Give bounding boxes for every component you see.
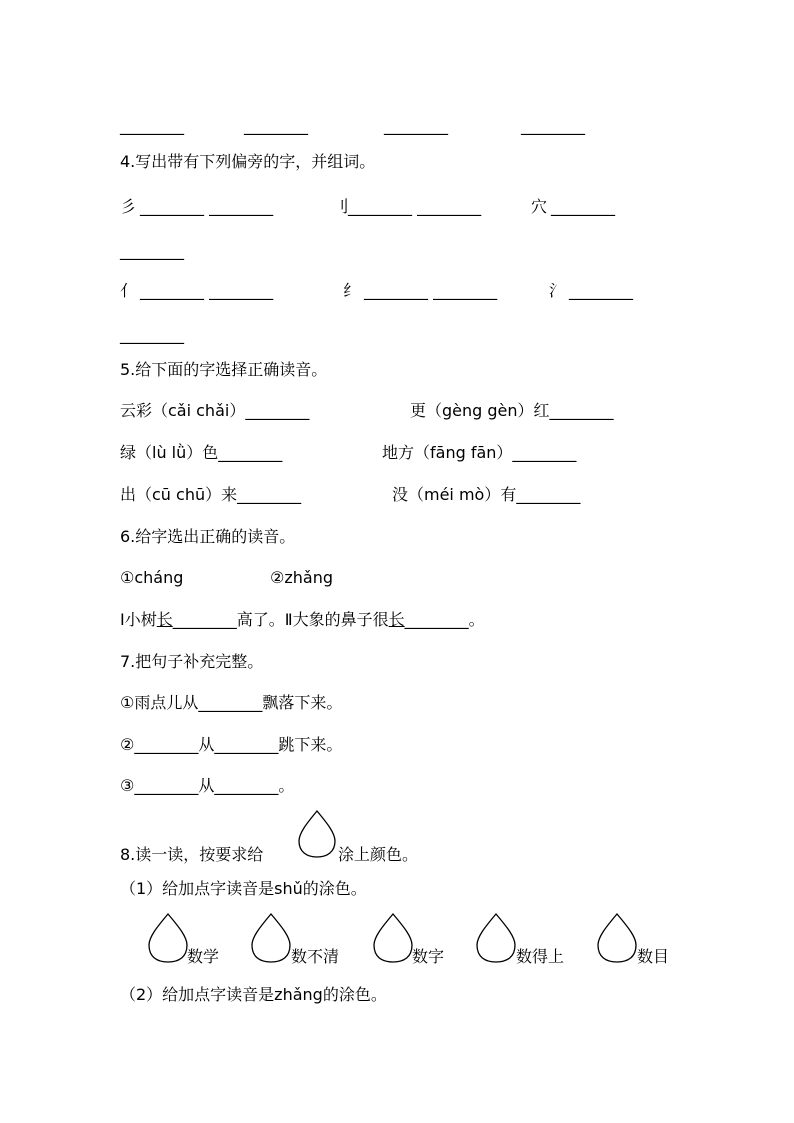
q4-blanks-shui[interactable]: ________ [569, 281, 633, 300]
q6-title: 6.给字选出正确的读音。 [120, 527, 296, 546]
q4-blanks-shan[interactable]: ________ ________ [140, 197, 274, 216]
top-blank-4[interactable]: ________ [521, 116, 585, 135]
q5-item-meiyou[interactable]: 没（méi mò）有________ [392, 485, 581, 504]
q8-title-after: 涂上颜色。 [338, 845, 419, 864]
q6-underlined-chang-1: 长 [156, 610, 173, 629]
q4-row1-continuation-blank[interactable]: ________ [120, 241, 184, 260]
q6-option-chang: ①cháng [120, 568, 184, 587]
q5-item-chulai[interactable]: 出（cū chū）来________ [120, 485, 302, 504]
q4-title: 4.写出带有下列偏旁的字，并组词。 [120, 152, 376, 171]
q4-radical-xue: 穴 [531, 197, 548, 216]
q6-blank-1[interactable]: ________ [172, 610, 237, 629]
q6-blank-2[interactable]: ________ [404, 610, 469, 629]
q8-part2: （2）给加点字读音是zhǎng的涂色。 [120, 985, 387, 1004]
q4-radical-shui: 氵 [549, 281, 566, 300]
q4-radical-si: 纟 [343, 281, 360, 300]
q8-word-5: 数目 [637, 947, 670, 966]
q8-word-1: 数学 [187, 947, 220, 966]
q4-row2-continuation-blank[interactable]: ________ [120, 325, 184, 344]
q6-sentence-end: 。 [468, 610, 485, 629]
raindrop-icon-shumu[interactable] [596, 912, 638, 964]
q6-sentence-part2: 高了。Ⅱ大象的鼻子很 [236, 610, 389, 629]
q4-blanks-dao[interactable]: ________ ________ [348, 197, 482, 216]
q5-item-genghong[interactable]: 更（gèng gèn）红________ [410, 401, 614, 420]
q7-sentence-3[interactable]: ③________从________。 [120, 776, 295, 795]
q8-part1: （1）给加点字读音是shǔ的涂色。 [120, 879, 367, 898]
q6-underlined-chang-2: 长 [388, 610, 405, 629]
raindrop-icon-shudeshang[interactable] [475, 912, 517, 964]
q5-item-difang[interactable]: 地方（fāng fān）________ [382, 443, 577, 462]
raindrop-icon-shuzi[interactable] [372, 912, 414, 964]
q7-sentence-2[interactable]: ②________从________跳下来。 [120, 735, 343, 754]
q8-word-3: 数字 [412, 947, 445, 966]
raindrop-icon-shubuqing[interactable] [250, 912, 292, 964]
top-blank-1[interactable]: ________ [120, 116, 184, 135]
q4-radical-dao: 刂 [333, 197, 350, 216]
q5-title: 5.给下面的字选择正确读音。 [120, 360, 328, 379]
top-blank-3[interactable]: ________ [384, 116, 448, 135]
q4-radical-ren: 亻 [120, 281, 137, 300]
q6-option-zhang: ②zhǎng [270, 568, 333, 587]
q5-item-lvse[interactable]: 绿（lù lǜ）色________ [120, 443, 283, 462]
q4-blanks-si[interactable]: ________ ________ [364, 281, 498, 300]
q8-word-2: 数不清 [291, 947, 340, 966]
q6-sentence-part1: Ⅰ小树 [120, 610, 157, 629]
q5-item-yuncai[interactable]: 云彩（cǎi chǎi）________ [120, 401, 310, 420]
q4-blanks-ren[interactable]: ________ ________ [140, 281, 274, 300]
q8-word-4: 数得上 [516, 947, 565, 966]
raindrop-icon [297, 809, 337, 859]
q8-title-before: 8.读一读，按要求给 [120, 845, 264, 864]
q4-blanks-xue[interactable]: ________ [551, 197, 615, 216]
top-blank-2[interactable]: ________ [244, 116, 308, 135]
q7-title: 7.把句子补充完整。 [120, 652, 264, 671]
q6-sentence [120, 610, 485, 630]
raindrop-icon-shuxue[interactable] [147, 912, 189, 964]
q7-sentence-1[interactable]: ①雨点儿从________飘落下来。 [120, 693, 343, 712]
q4-radical-shan: 彡 [120, 197, 137, 216]
